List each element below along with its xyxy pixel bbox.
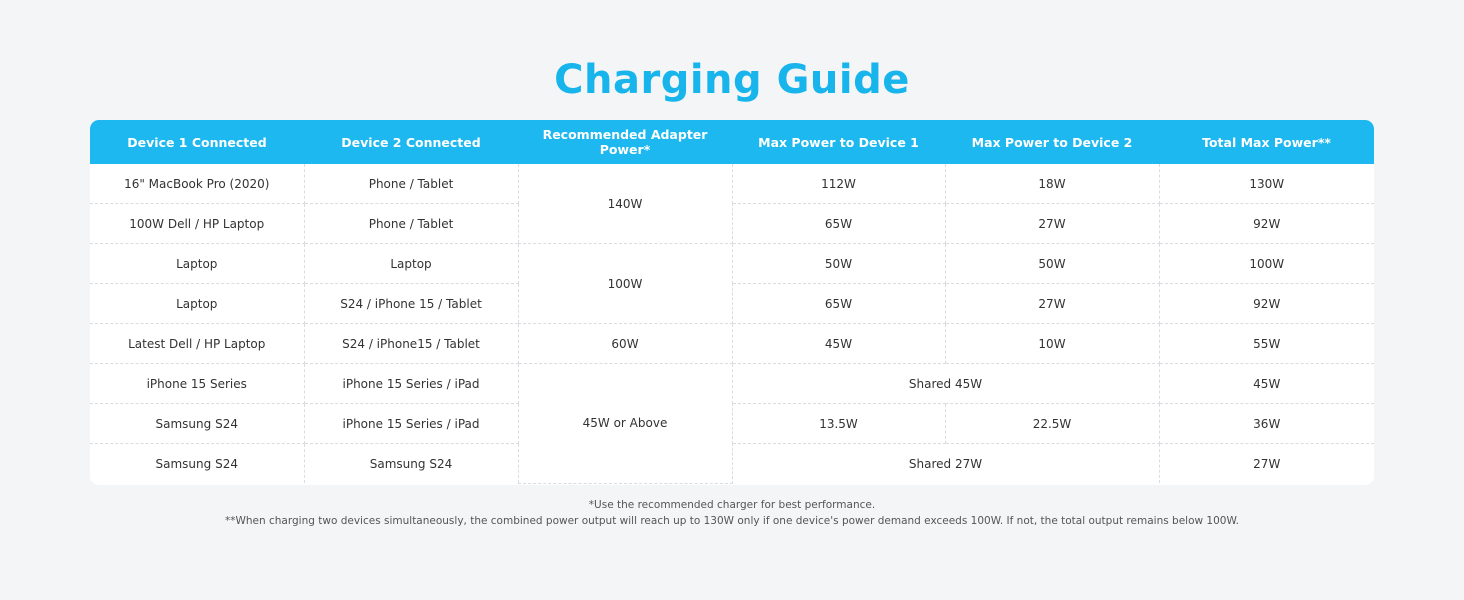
cell-max-power-2: 10W: [945, 324, 1159, 364]
table-row: [90, 444, 1374, 484]
cell-max-power-1: 50W: [732, 244, 945, 284]
cell-device-2: Phone / Tablet: [304, 204, 518, 244]
cell-max-power-1: 65W: [732, 204, 945, 244]
footnote-combined-power: **When charging two devices simultaneously, the combined power output will reach up to 130W only if one device's power demand exceeds 100W. If not, the total output remains below 100W.: [225, 515, 1239, 527]
cell-device-2: Phone / Tablet: [304, 164, 518, 204]
cell-total-power: 92W: [1159, 204, 1374, 244]
cell-adapter-power: 140W: [518, 164, 732, 244]
cell-device-1: Laptop: [90, 244, 304, 284]
cell-total-power: 27W: [1159, 444, 1374, 484]
charging-table-container: [90, 120, 1374, 485]
cell-device-1: 16" MacBook Pro (2020): [90, 164, 304, 204]
table-row: [90, 164, 1374, 204]
cell-shared-power: Shared 27W: [732, 444, 1159, 484]
cell-total-power: 36W: [1159, 404, 1374, 444]
table-row: [90, 364, 1374, 404]
footnotes: [0, 497, 1464, 529]
cell-max-power-2: 22.5W: [945, 404, 1159, 444]
cell-total-power: 55W: [1159, 324, 1374, 364]
table-row: [90, 324, 1374, 364]
cell-adapter-power: 60W: [518, 324, 732, 364]
cell-device-2: S24 / iPhone 15 / Tablet: [304, 284, 518, 324]
table-row: [90, 204, 1374, 244]
cell-total-power: 92W: [1159, 284, 1374, 324]
cell-device-1: iPhone 15 Series: [90, 364, 304, 404]
cell-total-power: 45W: [1159, 364, 1374, 404]
cell-max-power-1: 13.5W: [732, 404, 945, 444]
cell-max-power-2: 27W: [945, 204, 1159, 244]
header-device-2: Device 2 Connected: [304, 120, 518, 164]
cell-max-power-1: 112W: [732, 164, 945, 204]
cell-total-power: 130W: [1159, 164, 1374, 204]
cell-device-1: Samsung S24: [90, 404, 304, 444]
table-header: [90, 120, 1374, 164]
table-row: [90, 244, 1374, 284]
cell-total-power: 100W: [1159, 244, 1374, 284]
cell-adapter-power: 100W: [518, 244, 732, 324]
cell-adapter-power: 45W or Above: [518, 364, 732, 484]
cell-max-power-1: 65W: [732, 284, 945, 324]
header-recommended-adapter: Recommended Adapter Power*: [518, 120, 732, 164]
cell-device-2: S24 / iPhone15 / Tablet: [304, 324, 518, 364]
cell-max-power-1: 45W: [732, 324, 945, 364]
cell-device-2: iPhone 15 Series / iPad: [304, 364, 518, 404]
cell-max-power-2: 18W: [945, 164, 1159, 204]
header-device-1: Device 1 Connected: [90, 120, 304, 164]
cell-device-1: Latest Dell / HP Laptop: [90, 324, 304, 364]
cell-device-1: Samsung S24: [90, 444, 304, 484]
cell-max-power-2: 27W: [945, 284, 1159, 324]
header-max-power-device-1: Max Power to Device 1: [732, 120, 945, 164]
cell-device-1: 100W Dell / HP Laptop: [90, 204, 304, 244]
header-max-power-device-2: Max Power to Device 2: [945, 120, 1159, 164]
cell-device-2: Laptop: [304, 244, 518, 284]
cell-device-1: Laptop: [90, 284, 304, 324]
cell-device-2: Samsung S24: [304, 444, 518, 484]
cell-max-power-2: 50W: [945, 244, 1159, 284]
page-title: Charging Guide: [554, 57, 910, 103]
table-body: [90, 164, 1374, 483]
cell-shared-power: Shared 45W: [732, 364, 1159, 404]
footnote-recommended-charger: *Use the recommended charger for best performance.: [588, 499, 876, 511]
table-row: [90, 404, 1374, 444]
header-row: [90, 120, 1374, 164]
table-row: [90, 284, 1374, 324]
header-total-max-power: Total Max Power**: [1159, 120, 1374, 164]
charging-table: [90, 120, 1374, 484]
cell-device-2: iPhone 15 Series / iPad: [304, 404, 518, 444]
